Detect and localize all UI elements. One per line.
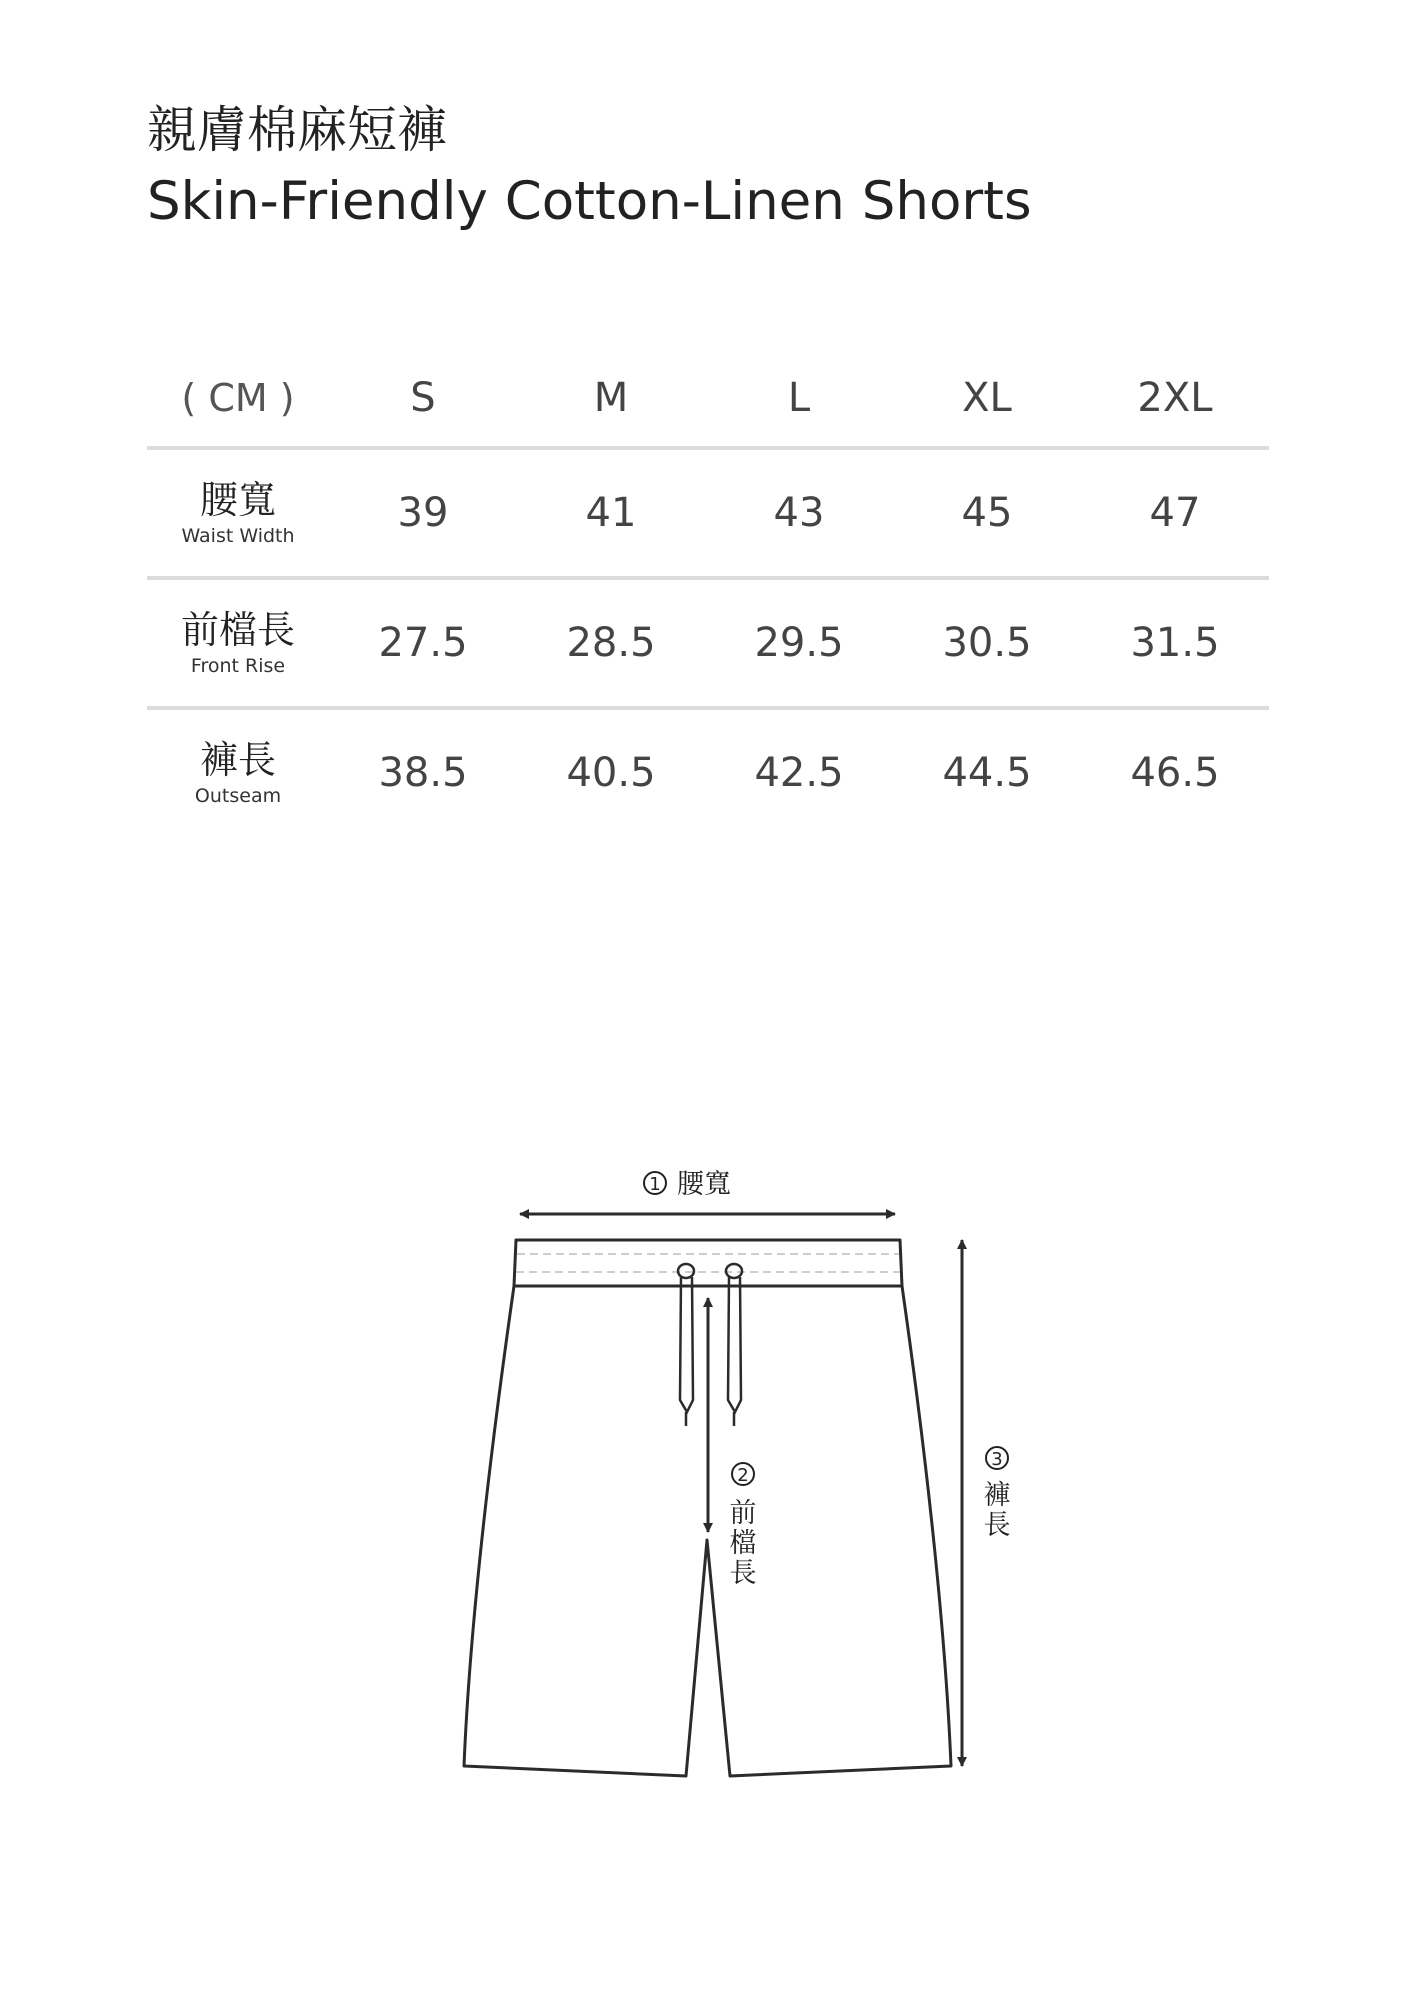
outseam-label-char: 長 <box>983 1510 1011 1541</box>
table-row-waist <box>147 450 1269 576</box>
row-label-zh: 前檔長 <box>180 608 295 652</box>
row-label <box>147 607 329 679</box>
table-cell: 39 <box>397 490 449 536</box>
shorts-outline <box>464 1240 951 1776</box>
shorts-body <box>464 1286 951 1776</box>
size-header: 2XL <box>1137 375 1213 421</box>
table-row-outseam <box>147 710 1269 836</box>
row-label-en: Outseam <box>194 785 282 807</box>
outseam-number: 3 <box>991 1449 1003 1470</box>
row-label-zh: 腰寬 <box>199 478 276 522</box>
title-chinese: 親膚棉麻短褲 <box>147 101 447 159</box>
table-cell: 31.5 <box>1130 620 1220 666</box>
table-cell: 27.5 <box>378 620 468 666</box>
waist-annotation <box>520 1169 895 1214</box>
rise-label-char: 檔 <box>729 1528 757 1559</box>
unit-label: ( CM ) <box>181 376 295 420</box>
size-chart-table <box>147 350 1269 836</box>
number-circle-icon <box>732 1463 754 1485</box>
table-cell: 30.5 <box>942 620 1032 666</box>
size-header: S <box>410 375 436 421</box>
row-label-en: Waist Width <box>181 525 295 547</box>
waist-number: 1 <box>649 1174 661 1195</box>
row-label-en: Front Rise <box>190 655 286 677</box>
table-header-row <box>147 350 1269 446</box>
size-header: XL <box>962 375 1012 421</box>
table-cell: 42.5 <box>754 750 844 796</box>
number-circle-icon <box>644 1172 666 1194</box>
title-english: Skin-Friendly Cotton-Linen Shorts <box>147 171 1032 232</box>
row-label <box>147 737 329 809</box>
table-cell: 47 <box>1149 490 1201 536</box>
row-label-zh: 褲長 <box>199 738 276 782</box>
row-label <box>147 477 329 549</box>
number-circle-icon <box>986 1447 1008 1469</box>
table-cell: 29.5 <box>754 620 844 666</box>
table-cell: 45 <box>961 490 1013 536</box>
rise-label-char: 長 <box>729 1558 757 1589</box>
table-cell: 44.5 <box>942 750 1032 796</box>
outseam-annotation <box>962 1240 1011 1766</box>
rise-label-char: 前 <box>729 1498 757 1529</box>
outseam-label-char: 褲 <box>983 1480 1011 1511</box>
waist-label: 腰寬 <box>677 1169 731 1200</box>
table-cell: 38.5 <box>378 750 468 796</box>
waistband <box>514 1240 902 1286</box>
table-cell: 41 <box>585 490 637 536</box>
drawstrings <box>678 1264 742 1426</box>
table-cell: 28.5 <box>566 620 656 666</box>
front-rise-annotation <box>708 1298 757 1589</box>
table-cell: 40.5 <box>566 750 656 796</box>
size-header: M <box>593 375 629 421</box>
rise-number: 2 <box>737 1465 749 1486</box>
table-cell: 43 <box>773 490 825 536</box>
size-header: L <box>787 375 811 421</box>
table-row-front-rise <box>147 580 1269 706</box>
table-cell: 46.5 <box>1130 750 1220 796</box>
